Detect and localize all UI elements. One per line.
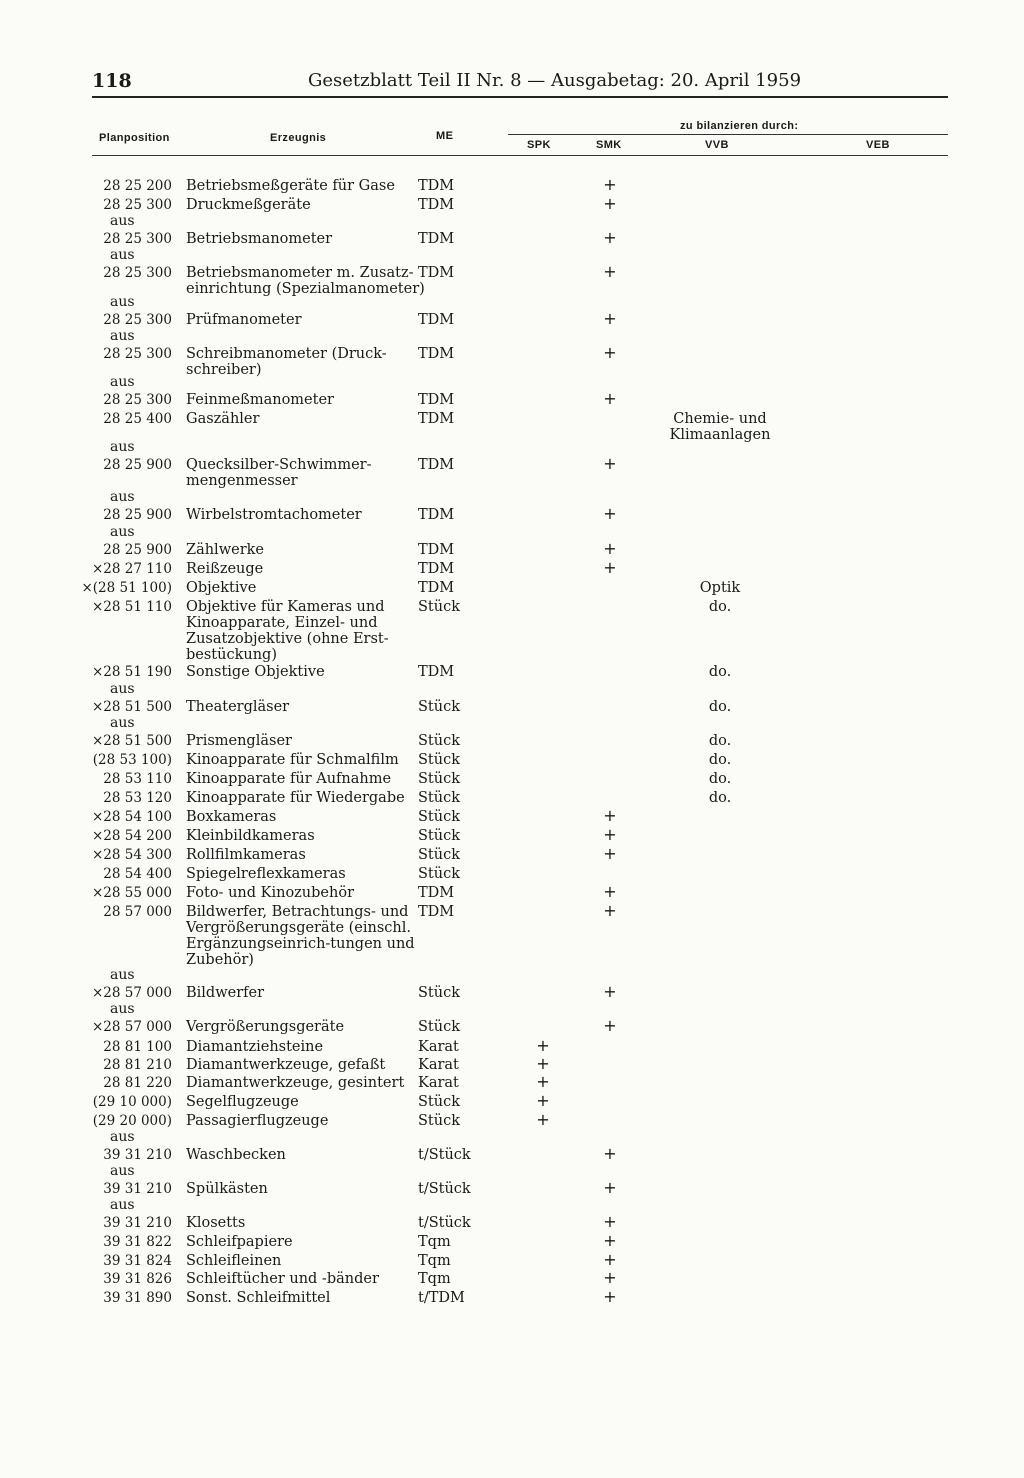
column-header-bilanzieren: zu bilanzieren durch: [680,120,799,132]
smk-cell: + [603,806,617,825]
smk-cell: + [603,1268,617,1287]
spk-cell: + [536,1091,550,1110]
column-header-veb: VEB [866,139,890,151]
me-cell: Tqm [418,1253,451,1269]
planposition-cell: 28 54 400 [103,866,172,882]
planposition-cell: 28 57 000 [103,904,172,920]
planposition-cell: 28 81 210 [103,1057,172,1073]
erzeugnis-cell: Betriebsmanometer [186,231,333,247]
me-cell: Stück [418,1113,461,1129]
column-header-erzeugnis: Erzeugnis [270,132,327,144]
spk-cell: + [536,1036,550,1055]
me-cell: TDM [418,885,455,901]
planposition-cell: 39 31 822 [103,1234,172,1250]
smk-cell: + [603,343,617,362]
column-header-smk: SMK [596,139,622,151]
planposition-cell: ×28 54 100 [91,809,172,825]
aus-marker: aus [110,967,135,983]
planposition-cell: 28 53 120 [103,790,172,806]
smk-cell: + [603,1144,617,1163]
me-cell: t/TDM [418,1290,465,1306]
me-cell: TDM [418,197,455,213]
smk-cell: + [603,825,617,844]
erzeugnis-cell: Betriebsmanometer m. Zusatz-einrichtung (Spezialmanometer) [186,265,425,297]
me-cell: Stück [418,1094,461,1110]
smk-cell: + [603,1016,617,1035]
spk-cell: + [536,1110,550,1129]
me-cell: Stück [418,599,461,615]
page-header-title: Gesetzblatt Teil II Nr. 8 — Ausgabetag: 20. April 1959 [308,70,802,91]
planposition-cell: 39 31 210 [103,1181,172,1197]
erzeugnis-cell: Kinoapparate für Wiedergabe [186,790,405,806]
column-header-me: ME [436,130,454,142]
erzeugnis-cell: Schleifpapiere [186,1234,293,1250]
me-cell: TDM [418,664,455,680]
me-cell: TDM [418,561,455,577]
erzeugnis-cell: Schleifleinen [186,1253,282,1269]
table-header-rule [92,155,948,156]
me-cell: t/Stück [418,1215,471,1231]
me-cell: t/Stück [418,1181,471,1197]
smk-cell: + [603,882,617,901]
aus-marker: aus [110,1163,135,1179]
smk-cell: + [603,389,617,408]
erzeugnis-cell: Foto- und Kinozubehör [186,885,355,901]
planposition-cell: 28 25 300 [103,346,172,362]
column-header-spk: SPK [527,139,551,151]
me-cell: Stück [418,866,461,882]
me-cell: TDM [418,457,455,473]
vvb-cell: do. [708,664,732,680]
erzeugnis-cell: Sonst. Schleifmittel [186,1290,331,1306]
erzeugnis-cell: Kinoapparate für Schmalfilm [186,752,399,768]
me-cell: Stück [418,771,461,787]
erzeugnis-cell: Feinmeßmanometer [186,392,334,408]
planposition-cell: 39 31 824 [103,1253,172,1269]
planposition-cell: ×28 57 000 [91,985,172,1001]
planposition-cell: (29 10 000) [92,1094,172,1110]
me-cell: TDM [418,542,455,558]
erzeugnis-cell: Quecksilber-Schwimmer-mengenmesser [186,457,372,489]
planposition-cell: ×28 57 000 [91,1019,172,1035]
planposition-cell: 28 25 900 [103,542,172,558]
erzeugnis-cell: Klosetts [186,1215,246,1231]
erzeugnis-cell: Reißzeuge [186,561,264,577]
aus-marker: aus [110,1129,135,1145]
planposition-cell: 39 31 210 [103,1215,172,1231]
planposition-cell: 28 25 300 [103,197,172,213]
erzeugnis-cell: Schleiftücher und -bänder [186,1271,379,1287]
me-cell: TDM [418,507,455,523]
smk-cell: + [603,309,617,328]
aus-marker: aus [110,439,135,455]
aus-marker: aus [110,489,135,505]
header-rule [92,96,948,98]
erzeugnis-cell: Segelflugzeuge [186,1094,299,1110]
smk-cell: + [603,262,617,281]
planposition-cell: ×28 51 110 [91,599,172,615]
smk-cell: + [603,228,617,247]
column-header-vvb: VVB [705,139,729,151]
me-cell: Stück [418,699,461,715]
me-cell: TDM [418,904,455,920]
erzeugnis-cell: Diamantziehsteine [186,1039,324,1055]
aus-marker: aus [110,328,135,344]
planposition-cell: ×28 51 190 [91,664,172,680]
erzeugnis-cell: Waschbecken [186,1147,286,1163]
planposition-cell: 28 81 220 [103,1075,172,1091]
smk-cell: + [603,1250,617,1269]
erzeugnis-cell: Prismengläser [186,733,292,749]
me-cell: TDM [418,312,455,328]
erzeugnis-cell: Objektive für Kameras und Kinoapparate, Einzel- und Zusatzobjektive (ohne Erst-bestückung) [186,599,389,663]
erzeugnis-cell: Kleinbildkameras [186,828,315,844]
erzeugnis-cell: Sonstige Objektive [186,664,325,680]
me-cell: Stück [418,733,461,749]
planposition-cell: 39 31 890 [103,1290,172,1306]
planposition-cell: 28 25 300 [103,312,172,328]
smk-cell: + [603,558,617,577]
planposition-cell: ×28 51 500 [91,699,172,715]
smk-cell: + [603,1212,617,1231]
vvb-cell: do. [708,699,732,715]
planposition-cell: 28 25 300 [103,265,172,281]
planposition-cell: 28 25 200 [103,178,172,194]
planposition-cell: 28 25 300 [103,231,172,247]
erzeugnis-cell: Wirbelstromtachometer [186,507,362,523]
vvb-cell: do. [708,771,732,787]
erzeugnis-cell: Boxkameras [186,809,277,825]
erzeugnis-cell: Rollfilmkameras [186,847,306,863]
column-header-planposition: Planposition [99,132,170,144]
me-cell: Stück [418,985,461,1001]
planposition-cell: ×28 54 200 [91,828,172,844]
erzeugnis-cell: Prüfmanometer [186,312,302,328]
planposition-cell: 28 25 300 [103,392,172,408]
aus-marker: aus [110,213,135,229]
smk-cell: + [603,1178,617,1197]
smk-cell: + [603,1231,617,1250]
planposition-cell: (29 20 000) [92,1113,172,1129]
me-cell: TDM [418,265,455,281]
planposition-cell: 28 25 900 [103,507,172,523]
planposition-cell: 39 31 210 [103,1147,172,1163]
planposition-cell: 28 81 100 [103,1039,172,1055]
erzeugnis-cell: Passagierflugzeuge [186,1113,329,1129]
spk-cell: + [536,1072,550,1091]
me-cell: Stück [418,809,461,825]
aus-marker: aus [110,715,135,731]
planposition-cell: ×(28 51 100) [81,580,172,596]
erzeugnis-cell: Betriebsmeßgeräte für Gase [186,178,395,194]
me-cell: TDM [418,411,455,427]
planposition-cell: ×28 51 500 [91,733,172,749]
planposition-cell: ×28 54 300 [91,847,172,863]
me-cell: TDM [418,346,455,362]
erzeugnis-cell: Objektive [186,580,257,596]
erzeugnis-cell: Diamantwerkzeuge, gefaßt [186,1057,386,1073]
erzeugnis-cell: Schreibmanometer (Druck-schreiber) [186,346,387,378]
aus-marker: aus [110,374,135,390]
vvb-cell: Optik [699,580,741,596]
me-cell: Tqm [418,1271,451,1287]
aus-marker: aus [110,294,135,310]
spk-cell: + [536,1054,550,1073]
aus-marker: aus [110,524,135,540]
erzeugnis-cell: Bildwerfer [186,985,265,1001]
erzeugnis-cell: Theatergläser [186,699,290,715]
me-cell: Stück [418,752,461,768]
smk-cell: + [603,844,617,863]
me-cell: Karat [418,1057,459,1073]
planposition-cell: (28 53 100) [92,752,172,768]
me-cell: TDM [418,392,455,408]
planposition-cell: 28 53 110 [103,771,172,787]
vvb-cell: Chemie- und Klimaanlagen [669,411,771,443]
me-cell: TDM [418,178,455,194]
erzeugnis-cell: Spülkästen [186,1181,268,1197]
planposition-cell: ×28 27 110 [91,561,172,577]
smk-cell: + [603,504,617,523]
me-cell: TDM [418,231,455,247]
erzeugnis-cell: Vergrößerungsgeräte [186,1019,345,1035]
me-cell: Stück [418,790,461,806]
smk-cell: + [603,539,617,558]
vvb-cell: do. [708,733,732,749]
erzeugnis-cell: Spiegelreflexkameras [186,866,346,882]
planposition-cell: 28 25 900 [103,457,172,473]
smk-cell: + [603,194,617,213]
planposition-cell: 28 25 400 [103,411,172,427]
smk-cell: + [603,175,617,194]
erzeugnis-cell: Gaszähler [186,411,260,427]
me-cell: Stück [418,828,461,844]
vvb-cell: do. [708,752,732,768]
erzeugnis-cell: Zählwerke [186,542,264,558]
me-cell: Karat [418,1039,459,1055]
me-cell: Stück [418,1019,461,1035]
me-cell: Tqm [418,1234,451,1250]
vvb-cell: do. [708,599,732,615]
me-cell: TDM [418,580,455,596]
page-number: 118 [92,70,132,92]
aus-marker: aus [110,681,135,697]
subheader-rule [508,134,948,135]
planposition-cell: 39 31 826 [103,1271,172,1287]
smk-cell: + [603,454,617,473]
vvb-cell: do. [708,790,732,806]
smk-cell: + [603,982,617,1001]
me-cell: Karat [418,1075,459,1091]
smk-cell: + [603,901,617,920]
erzeugnis-cell: Kinoapparate für Aufnahme [186,771,392,787]
planposition-cell: ×28 55 000 [91,885,172,901]
erzeugnis-cell: Druckmeßgeräte [186,197,311,213]
erzeugnis-cell: Bildwerfer, Betrachtungs- und Vergrößerungsgeräte (einschl. Ergänzungseinrich-tungen und Zubehör) [186,904,415,968]
erzeugnis-cell: Diamantwerkzeuge, gesintert [186,1075,405,1091]
me-cell: t/Stück [418,1147,471,1163]
aus-marker: aus [110,247,135,263]
aus-marker: aus [110,1197,135,1213]
smk-cell: + [603,1287,617,1306]
aus-marker: aus [110,1001,135,1017]
me-cell: Stück [418,847,461,863]
